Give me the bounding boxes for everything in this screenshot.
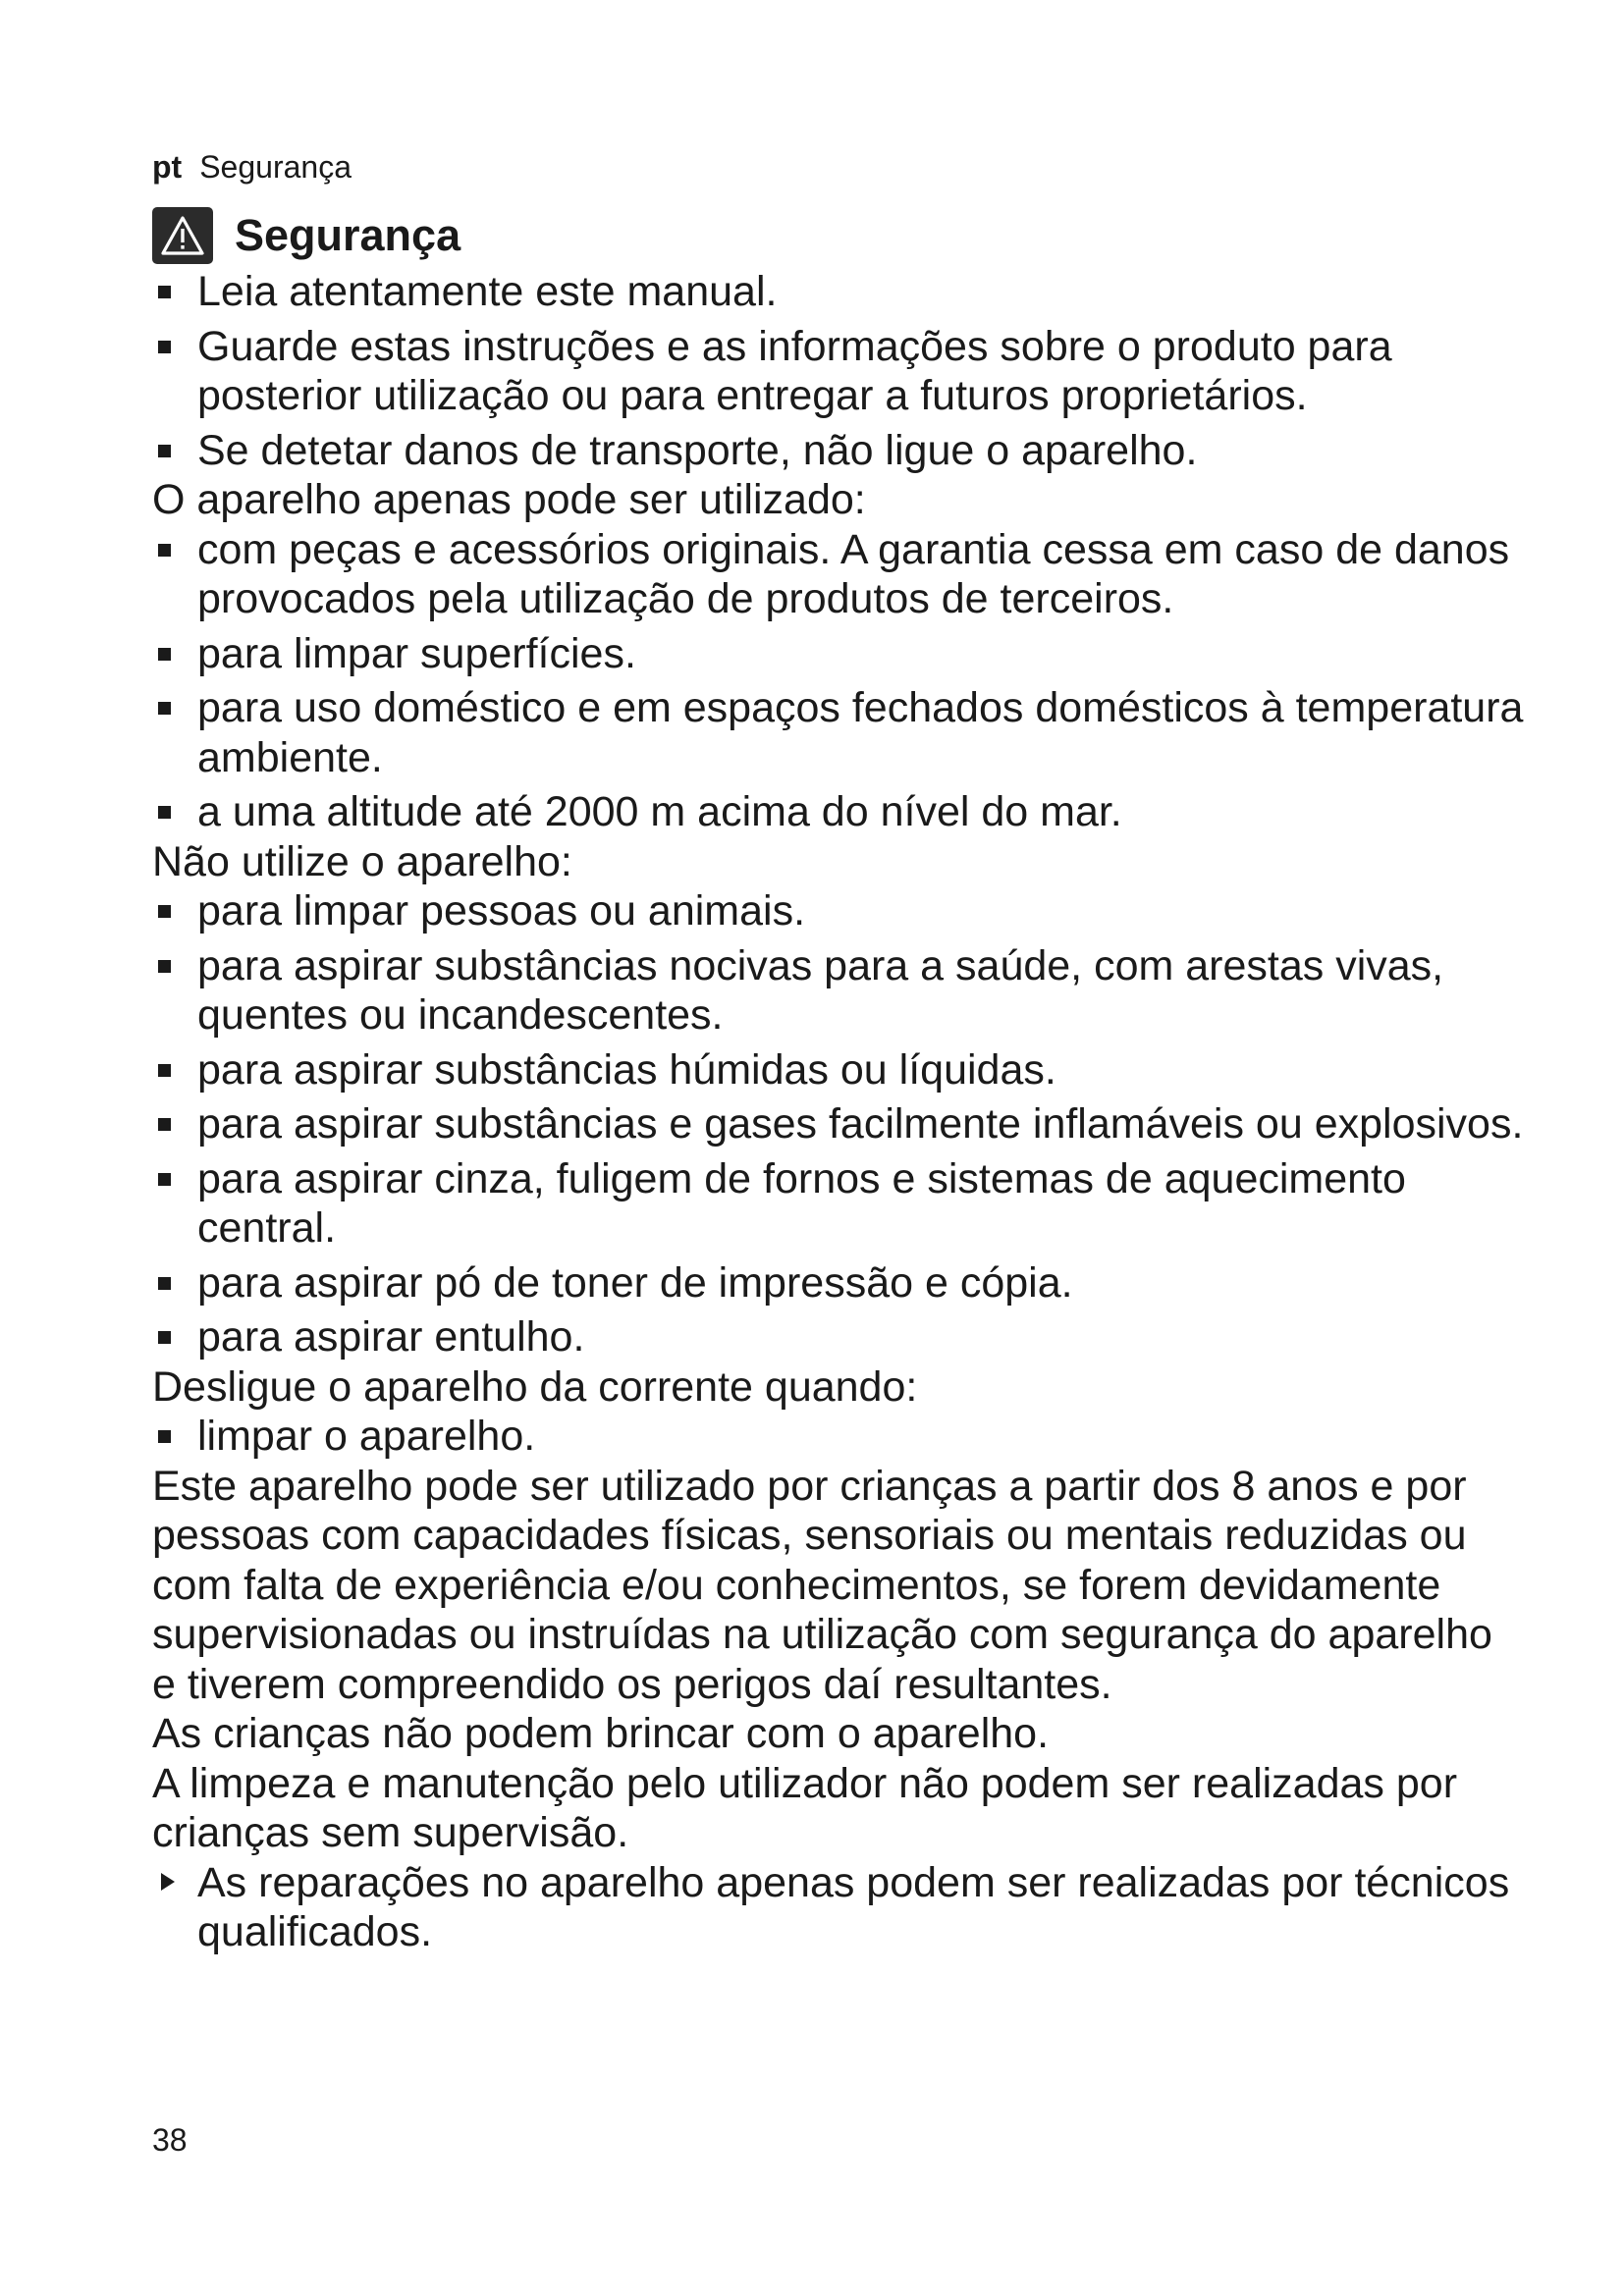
- children-cleaning-paragraph: A limpeza e manutenção pelo utilizador não podem ser realizadas por crianças sem supervisão.: [152, 1759, 1458, 1856]
- children-play-paragraph: As crianças não podem brincar com o aparelho.: [152, 1710, 1050, 1757]
- repair-instruction: As reparações no aparelho apenas podem ser realizadas por técnicos qualificados.: [152, 1858, 1527, 1957]
- list-item: para uso doméstico e em espaços fechados domésticos à temperatura ambiente.: [152, 683, 1527, 782]
- list-item: Se detetar danos de transporte, não ligue o aparelho.: [152, 426, 1527, 476]
- dont-use-heading: Não utilize o aparelho:: [152, 837, 572, 885]
- unplug-heading: Desligue o aparelho da corrente quando:: [152, 1362, 918, 1411]
- unplug-list: [152, 1412, 1527, 1462]
- page-content: [152, 147, 1527, 1957]
- list-item: para aspirar substâncias nocivas para a saúde, com arestas vivas, quentes ou incandescentes.: [152, 941, 1527, 1041]
- list-item: para limpar pessoas ou animais.: [152, 886, 1527, 936]
- list-item: limpar o aparelho.: [152, 1412, 1527, 1462]
- list-item: a uma altitude até 2000 m acima do nível do mar.: [152, 787, 1527, 837]
- list-item: para aspirar pó de toner de impressão e cópia.: [152, 1258, 1527, 1308]
- warning-triangle-icon: [152, 207, 213, 264]
- safety-text: [152, 267, 1527, 1957]
- running-header: [152, 147, 1527, 187]
- list-item: com peças e acessórios originais. A garantia cessa em caso de danos provocados pela utilização de produtos de terceiros.: [152, 525, 1527, 624]
- section-title: [152, 204, 1527, 267]
- use-heading: O aparelho apenas pode ser utilizado:: [152, 476, 866, 523]
- list-item: Leia atentamente este manual.: [152, 267, 1527, 317]
- use-list: [152, 525, 1527, 837]
- list-item: para aspirar substâncias húmidas ou líquidas.: [152, 1045, 1527, 1095]
- running-header-section: Segurança: [199, 149, 352, 185]
- language-code: pt: [152, 149, 183, 185]
- children-paragraph: Este aparelho pode ser utilizado por crianças a partir dos 8 anos e por pessoas com capacidades físicas, sensoriais ou mentais reduzidas ou com falta de experiência e/ou conhecimentos, se forem devidamente supervisionadas ou instruídas na utilização com segurança do aparelho e tiverem compreendido os perigos daí resultantes.: [152, 1462, 1492, 1708]
- warning-triangle-glyph: [160, 215, 205, 256]
- list-item: para limpar superfícies.: [152, 629, 1527, 679]
- page-title: Segurança: [235, 210, 461, 260]
- list-item: para aspirar substâncias e gases facilmente inflamáveis ou explosivos.: [152, 1099, 1527, 1149]
- dont-use-list: [152, 886, 1527, 1362]
- list-item: para aspirar cinza, fuligem de fornos e sistemas de aquecimento central.: [152, 1154, 1527, 1254]
- page-number: 38: [152, 2122, 188, 2158]
- list-item: Guarde estas instruções e as informações sobre o produto para posterior utilização ou para entregar a futuros proprietários.: [152, 322, 1527, 421]
- instruction-list: [152, 1858, 1527, 1957]
- intro-list: [152, 267, 1527, 475]
- list-item: para aspirar entulho.: [152, 1312, 1527, 1362]
